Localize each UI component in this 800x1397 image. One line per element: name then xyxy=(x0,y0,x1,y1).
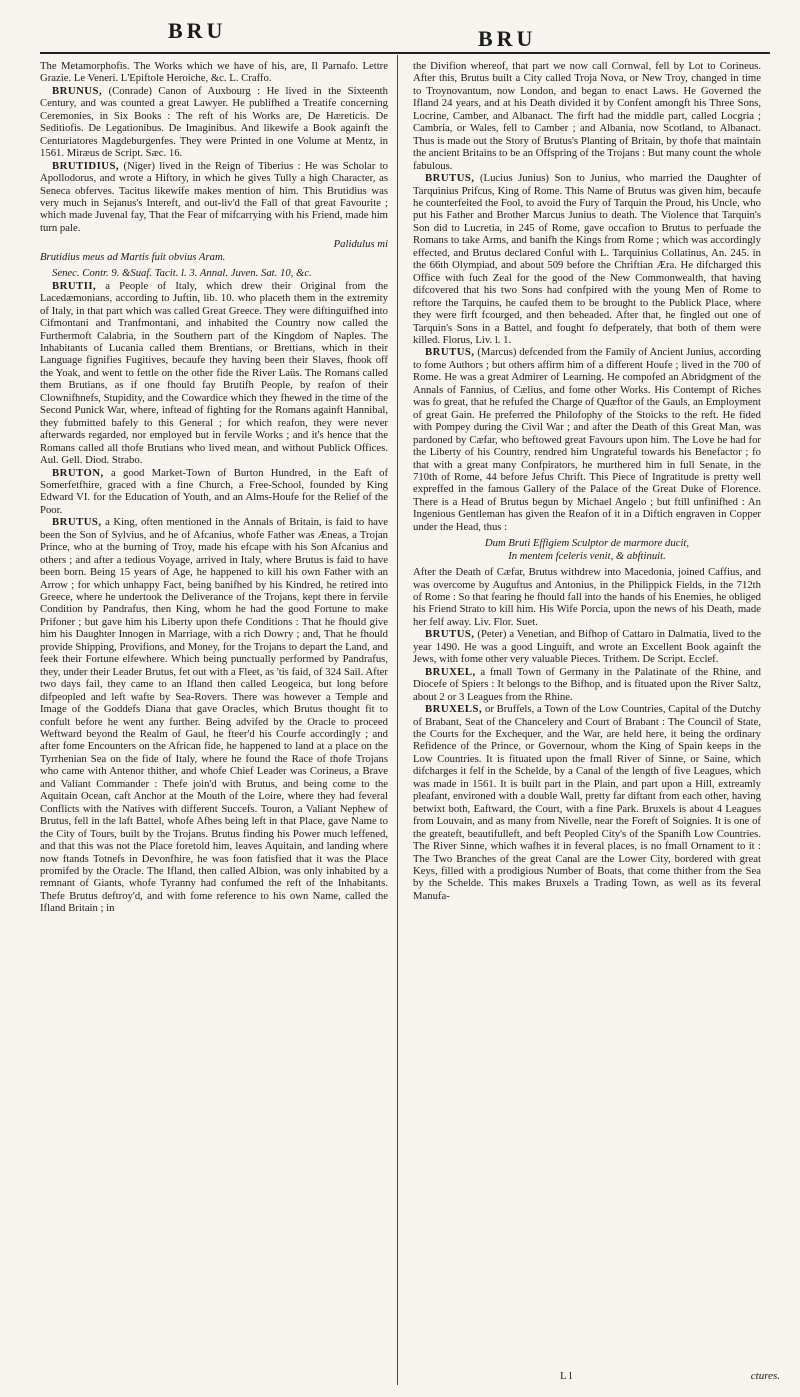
entry-text: (Marcus) defcended from the Family of Ancient Junius, according to fome Authors ; but others affirm him of a different Houfe ; lived in the 700 of Rome. He was a great Admirer of Learning. He compofed an Abridgment of the Annals of Fannius, of Cælius, and fome other Works. His Contempt of Riches was fo great, that he refufed the Charge of Quæftor of the Gauls, an Employment of great Gain. He preferred the Philofophy of the Stoicks to the reft. He fided with Pompey during the Civil War ; and after the Death of this Great Man, was pardoned by Cæfar, who beftowed great Favours upon him. The Love he had for the Liberty of his Country, rendred him Ungrateful towards his Benefactor ; fo that with a great many Confpirators, he murthered him in full Senate, in the 710th of Rome, 44 before Jefus Chrift. This Piece of Ingratitude is pretty well expreffed in the famous Gallery of the Palace of the Great Duke of Florence. There is a Head of Brutus begun by Michael Angelo ; but ftill unfinifhed : An Ingenious Gentleman has given the Reafon of it in a Diftich engraven in Copper under the Head, thus : xyxy=(413,346,761,533)
distich-line: In mentem fceleris venit, & abftinuit. xyxy=(508,549,666,562)
entry-key: BRUTII, xyxy=(52,279,97,292)
entry-text: a fmall Town of Germany in the Palatinate of the Rhine, and Diocefe of Spiers : It belongs to the Bifhop, and is fituated upon the River Saltz, about 2 or 3 Leagues from the Rhine. xyxy=(413,665,762,703)
entry-text: or Bruffels, a Town of the Low Countries, Capital of the Dutchy of Brabant, Seat of the Chancelery and Court of Brabant : The Council of State, the Courts for the Exchequer, and the War, are held here, it being the ordinary Refidence of the Prince, or Governour, whom the King of Spain keeps in the Low Countries. It is fituated upon the fmall River of Sinne, or Saine, which difcharges it felf in the Schelde, by a Canal of the length of five Leagues, which was made in 1561. It is built part in the Plain, and part upon a Hill, extreamly pleafant, environed with a double Wall, pretty far diftant from each other, having betwixt both, Eaftward, the Court, with a fine Park. Bruxels is about 4 Leagues from Louvain, and as many from Nivelle, near the Foreft of Soignies. It is one of the greateft, beautifulleft, and beft Peopled City's of the Spanifh Low Countries. The River Sinne, which wafhes it in feveral places, is no fmall Ornament to it : The Two Branches of the great Canal are the Lower City, bordered with great Keys, filled with a prodigious Number of Boats, that come thither from the Sea by the Schelde. This makes Bruxels a Trading Town, as well as its feveral Manufa- xyxy=(413,703,762,902)
distich-line: Dum Bruti Effigiem Sculptor de marmore ducit, xyxy=(484,537,690,550)
header-rule xyxy=(40,52,770,54)
right-column xyxy=(413,60,761,902)
citation: Senec. Contr. 9. &Suaf. Tacit. l. 3. Annal. Juven. Sat. 10, &c. xyxy=(52,267,312,280)
entry-key: BRUXELS, xyxy=(425,703,483,716)
catchword: ctures. xyxy=(750,1370,780,1382)
verse-line: Palidulus mi xyxy=(333,238,388,251)
distich xyxy=(413,537,761,562)
entry-continuation: The Metamorphofis. The Works which we have of his, are, Il Parnafo. Lettre Grazie. Le Veneri. L'Epiftole Heroiche, &c. L. Craffo. xyxy=(40,60,388,85)
column-divider xyxy=(397,55,398,1385)
entry-text: (Lucius Junius) Son to Junius, who married the Daughter of Tarquinius Prifcus, King of Rome. This Name of Brutus was given him, becaufe he counterfeited the Fool, to avoid the Fury of Tarquin the Proud, his Uncle, who put his Father and Brother Marcus Junius to death. The Violence that Tarquin's Son did to Lucretia, in 245 of Rome, gave occafion to Brutus to perfuade the Romans to take Arms, and banifh the Kings from Rome ; which was accordingly effected, and Brutus declared Conful with L. Tarquinius Collatinus, An. 245. in the 66th Olympiad, and about 509 before the Chriftian Æra. He difcharged this Office with fuch Zeal for the good of the New Commonwealth, that having difcovered that his two Sons had confpired with the young Men of Rome to reftore the Tarquins, he caufed them to be brought to the Publick Place, where they were firft fcourged, and then beheaded. After that, he fingled out one of Tarquin's Sons in a Battel, and fought fo defperately, that both of them were killed. Florus, Liv. l. 1. xyxy=(413,172,761,346)
entry-text: (Peter) a Venetian, and Bifhop of Cattaro in Dalmatia, lived to the year 1490. He was a good Linguift, and wrote an Excellent Book againft the Jews, with fome other very valuable Pieces. Trithem. De Script. Ecclef. xyxy=(413,628,761,666)
entry-text: a King, often mentioned in the Annals of Britain, is faid to have been the Son of Sylvius, and he of Afcanius, whofe Father was Æneas, a Trojan Prince, who at the burning of Troy, made his efcape with his Son Afcanius and others ; and after a tedious Voyage, arrived in Italy, where Brutus is faid to have been born. Being 15 years of Age, he happened to kill his own Father with an Arrow ; for which unhappy Fact, being banifhed by his Kindred, he retired into Greece, where he undertook the Deliverance of the Trojans, kept there in fervile Condition by Pandrafus, then King, whom he had the good Fortune to make Prifoner ; but gave him his Liberty upon thefe Conditions : That he fhould give him his Daughter Innogen in Marriage, with a rich Dowry ; and, That he fhould provide Shipping, Provifions, and Money, for the Trojans to depart the Land, and feek their Fortune elfewhere. Which being punctually performed by Pandrafus, they, under their Leader Brutus, fet out with a Fleet, as 'tis faid, of 324 Sail. After two days fail, they came to an Ifland then called Leogeica, but long before difpeopled and left wafte by Sea-Rovers. There was however a Temple and Image of the Goddefs Diana that gave Oracles, which Brutus thought fit to confult before he went any further. Being advifed by the Oracle to proceed Weftward beyond the Realm of Gaul, he fteer'd his Courfe accordingly ; and after fome Encounters on the African fide, he happened to land at a place on the Tyrrhenian Sea on the fide of Italy, where he found the Race of thofe Trojans who came with Antenor thither, and whofe Chief Leader was Corineus, a Brave and Valiant Commander : Thefe join'd with Brutus, and being come to the Aquitain Ocean, caft Anchor at the Mouth of the Loire, where they had feveral Conflicts with the Natives with different Succefs. Touron, a Valiant Nephew of Brutus, fell in the laft Battel, whofe Afhes being left in that Place, gave Name to the City of Tours, built by the Trojans. Brutus finding his Power much leffened, and that this was not the Place foretold him, leaves Aquitain, and landing where now ftands Totnefs in Devonfhire, he was foon fatisfied that it was the Place promifed by the Oracle. The Ifland, then called Albion, was only inhabited by a remnant of Giants, whofe Tyranny had confumed the reft of the Inhabitants. Thefe Brutus deftroy'd, and with fome reference to his own Name, called the Ifland Britain ; in xyxy=(40,516,388,915)
verse-line: Brutidius meus ad Martis fuit obvius Aram. xyxy=(40,250,226,263)
entry-brutii xyxy=(40,280,388,467)
header-right: BRU xyxy=(478,26,537,51)
entry-key: BRUTON, xyxy=(52,466,104,479)
entry-text: (Conrade) Canon of Auxbourg : He lived in the Sixteenth Century, and was counted a great Lawyer. He publifhed a Treatife concerning Ceremonies, in Six Books : The reft of his Works are, De Hæreticis. De Seditiofis. De Legationibus. De Imaginibus. And likewife a Book againft the Centuriatores Magdeburgenfes. They were Printed in one Volume at Mentz, in 1561. Miræus de Script. Sæc. 16. xyxy=(40,84,388,160)
entry-text: a People of Italy, which drew their Original from the Lacedæmonians, according to Juftin, lib. 10. who placeth them in the extremity of Italy, in that part which was called Great Greece. They were diftinguifhed into Cifmontani and Tranfmontani, and inhabited the Country now called the Furthermoft Calabria, in the Southern part of the Kingdom of Naples. The Inhabitants of Lucania called them Brentians, or Brettians, which in their Language fignifies Fugitives, becaufe they having been their Slaves, fhook off the Yoak, and went to fettle on the other fide the River Laüs. The Romans called them Brutians, as if one fhould fay Brutifh People, by reafon of their Clownifhnefs, Stupidity, and the Cowardice which they fhewed in the time of the Second Punick War, where, inftead of fighting for the Romans againft Hannibal, they fubmitted bafely to this General ; for which reafon, they were never afterwards regarded, nor employed but in fervile Works ; and it's hence that the Romans called all thofe Brutians who lived mean, and without Publick Offices. Aul. Gell. Diod. Strabo. xyxy=(40,279,388,467)
entry-key: BRUTUS, xyxy=(52,516,102,529)
entry-bruton xyxy=(40,467,388,517)
entry-brutus-marcus-cont: After the Death of Cæfar, Brutus withdrew into Macedonia, joined Caffius, and was overcome by Auguftus and Antonius, in the Philippick Fields, in the 712th of Rome : So that fearing he fhould fall into the hands of his Enemies, he obliged his Friend Strato to kill him. His Wife Porcia, upon the news of his Death, made her felf away. Liv. Flor. Suet. xyxy=(413,566,761,628)
entry-key: BRUXEL, xyxy=(425,665,476,678)
entry-bruxel xyxy=(413,666,761,703)
entry-brutidius xyxy=(40,160,388,235)
entry-key: BRUTUS, xyxy=(425,628,475,641)
entry-brutus-king xyxy=(40,516,388,915)
entry-key: BRUNUS, xyxy=(52,84,103,97)
entry-brutus-lucius xyxy=(413,172,761,346)
entry-text: a good Market-Town of Burton Hundred, in the Eaft of Somerfetfhire, graced with a fine Church, a Free-School, founded by King Edward VI. for the Education of Youth, and an Alms-Houfe for the Relief of the Poor. xyxy=(40,466,389,516)
running-header xyxy=(0,12,800,51)
header-left: BRU xyxy=(168,18,227,43)
verse-quote xyxy=(40,238,388,263)
entry-brunus xyxy=(40,85,388,160)
entry-key: BRUTUS, xyxy=(425,172,475,185)
left-column xyxy=(40,60,388,915)
entry-brutus-marcus xyxy=(413,346,761,533)
signature-mark: L l xyxy=(560,1370,573,1382)
entry-brutus-peter xyxy=(413,628,761,665)
entry-key: BRUTIDIUS, xyxy=(52,159,120,172)
entry-bruxels xyxy=(413,703,761,902)
entry-text: (Niger) lived in the Reign of Tiberius : He was Scholar to Apollodorus, and wrote a Hiftory, in which he gives Tully a high Character, as Seneca obferves. Tacitus likewife makes mention of him. This Brutidius was very much in Sejanus's Intereft, and out-liv'd the Fall of that great Favourite ; which made Juvenal fay, That the Fear of mifcarrying with his Friend, made him turn pale. xyxy=(40,159,389,234)
entry-continuation: the Divifion whereof, that part we now call Cornwal, fell by Lot to Corineus. After this, Brutus built a City called Troja Nova, or New Troy, changed in time to Troynovantum, now London, and began to enact Laws. He Governed the Ifland 24 years, and at his Death divided it by Confent amongft his Three Sons, Locrine, Camber, and Albanact. The firft had the middle part, called Locgria ; Cambria, or Wales, fell to Camber ; and Albania, now Scotland, to Albanact. Thus is made out the Story of Brutus's Planting of Britain, by thofe that maintain the ancient Britains to be an Offspring of the Trojans : But many count the whole fabulous. xyxy=(413,60,761,172)
entry-key: BRUTUS, xyxy=(425,346,475,359)
